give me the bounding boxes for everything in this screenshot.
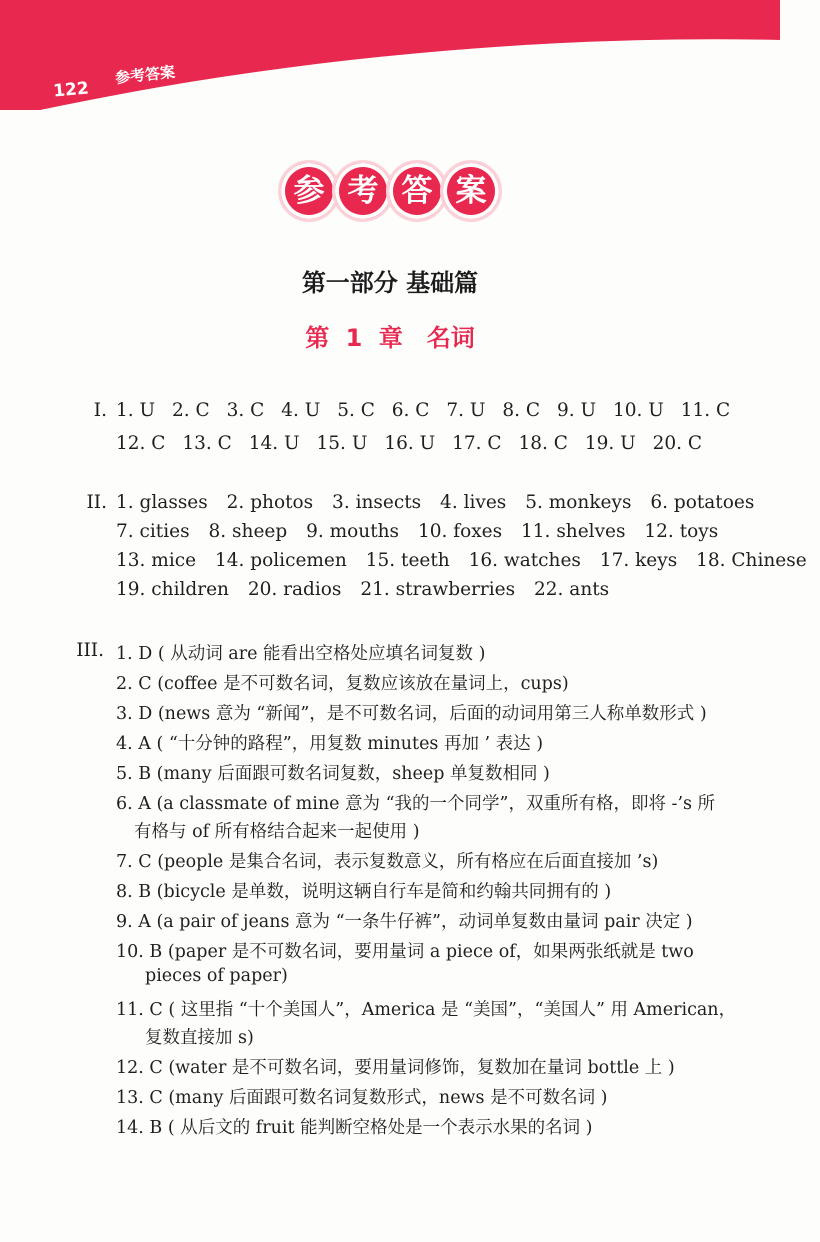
answer-item: 10. U [612, 400, 664, 421]
section-numeral: II. [86, 492, 107, 513]
explanation-line: 4. A ( “十分钟的路程”，用复数 minutes 再加 ’ 表达 ) [116, 734, 544, 754]
answer-line [116, 400, 730, 421]
page-number: 122 [52, 78, 90, 102]
explanation-line: 6. A (a classmate of mine 意为 “我的一个同学”，双重所有格，即将 -’s 所 [116, 794, 716, 814]
answer-item: 1. glasses [116, 492, 208, 513]
answer-item: 16. watches [468, 550, 581, 571]
answer-line [116, 579, 622, 600]
answer-line [116, 521, 731, 542]
answer-item: 5. monkeys [525, 492, 632, 513]
answer-item: 19. U [584, 433, 636, 454]
explanation-line: 5. B (many 后面跟可数名词复数，sheep 单复数相同 ) [116, 764, 550, 784]
answer-item: 12. C [116, 433, 166, 454]
answer-item: 9. U [556, 400, 597, 421]
answer-item: 2. C [172, 400, 210, 421]
answer-line [116, 492, 754, 513]
explanation-line: 8. B (bicycle 是单数，说明这辆自行车是简和约翰共同拥有的 ) [116, 882, 612, 902]
explanation-line: 3. D (news 意为 “新闻”，是不可数名词，后面的动词用第三人称单数形式 ) [116, 704, 707, 724]
answer-item: 12. toys [644, 521, 719, 542]
explanation-line: 1. D ( 从动词 are 能看出空格处应填名词复数 ) [116, 644, 486, 664]
explanation-line: 13. C (many 后面跟可数名词复数形式，news 是不可数名词 ) [116, 1088, 608, 1108]
answer-item: 13. mice [116, 550, 197, 571]
badge-char: 考 [332, 160, 394, 222]
answer-line [116, 550, 820, 571]
answer-item: 16. U [384, 433, 436, 454]
answer-key-badge [0, 160, 780, 222]
explanation-line: 12. C (water 是不可数名词，要用量词修饰，复数加在量词 bottle 上 ) [116, 1058, 675, 1078]
explanation-line: 14. B ( 从后文的 fruit 能判断空格处是一个表示水果的名词 ) [116, 1118, 593, 1138]
badge-char: 参 [278, 160, 340, 222]
explanation-line: 7. C (people 是集合名词，表示复数意义，所有格应在后面直接加 ’s) [116, 852, 659, 872]
section-numeral: I. [93, 400, 107, 421]
answer-item: 14. U [248, 433, 300, 454]
answer-item: 17. C [452, 433, 502, 454]
badge-char: 案 [440, 160, 502, 222]
section-numeral: III. [76, 640, 104, 661]
explanation-line: 10. B (paper 是不可数名词，要用量词 a piece of，如果两张纸就是 two [116, 942, 694, 962]
answer-item: 10. foxes [417, 521, 503, 542]
explanation-line: 有格与 of 所有格结合起来一起使用 ) [134, 822, 420, 842]
answer-item: 15. U [316, 433, 368, 454]
running-title: 参考答案 [114, 62, 176, 88]
answer-item: 15. teeth [365, 550, 450, 571]
answer-item: 8. sheep [208, 521, 288, 542]
answer-item: 18. C [518, 433, 568, 454]
badge-char: 答 [386, 160, 448, 222]
answer-item: 7. cities [116, 521, 190, 542]
answer-item: 5. C [337, 400, 375, 421]
answer-item: 6. C [391, 400, 430, 421]
header-band [0, 0, 780, 110]
answer-item: 7. U [446, 400, 486, 421]
answer-item: 11. shelves [521, 521, 626, 542]
answer-item: 2. photos [226, 492, 314, 513]
answer-item: 1. U [116, 400, 156, 421]
explanation-line: 11. C ( 这里指 “十个美国人”，America 是 “美国”，“美国人” 用 American， [116, 1000, 737, 1020]
chapter-title: 第 1 章 名词 [305, 324, 475, 352]
explanation-line: 9. A (a pair of jeans 意为 “一条牛仔裤”，动词单复数由量词 pair 决定 ) [116, 912, 693, 932]
explanation-line: 复数直接加 s) [145, 1028, 254, 1048]
answer-item: 13. C [182, 433, 232, 454]
answer-item: 17. keys [599, 550, 678, 571]
explanation-line: pieces of paper) [145, 966, 288, 986]
answer-item: 18. Chinese [696, 550, 807, 571]
explanation-line: 2. C (coffee 是不可数名词，复数应该放在量词上，cups) [116, 674, 569, 694]
answer-item: 11. C [680, 400, 731, 421]
answer-item: 6. potatoes [650, 492, 755, 513]
part-title: 第一部分 基础篇 [301, 269, 479, 297]
answer-item: 20. radios [247, 579, 342, 600]
answer-item: 20. C [652, 433, 703, 454]
answer-item: 3. C [226, 400, 265, 421]
answer-item: 19. children [116, 579, 229, 600]
answer-item: 3. insects [332, 492, 422, 513]
answer-item: 21. strawberries [360, 579, 516, 600]
answer-item: 8. C [502, 400, 541, 421]
answer-item: 4. lives [440, 492, 507, 513]
answer-item: 22. ants [534, 579, 610, 600]
answer-line [116, 433, 713, 454]
answer-item: 4. U [281, 400, 321, 421]
answer-item: 14. policemen [214, 550, 347, 571]
answer-item: 9. mouths [306, 521, 400, 542]
